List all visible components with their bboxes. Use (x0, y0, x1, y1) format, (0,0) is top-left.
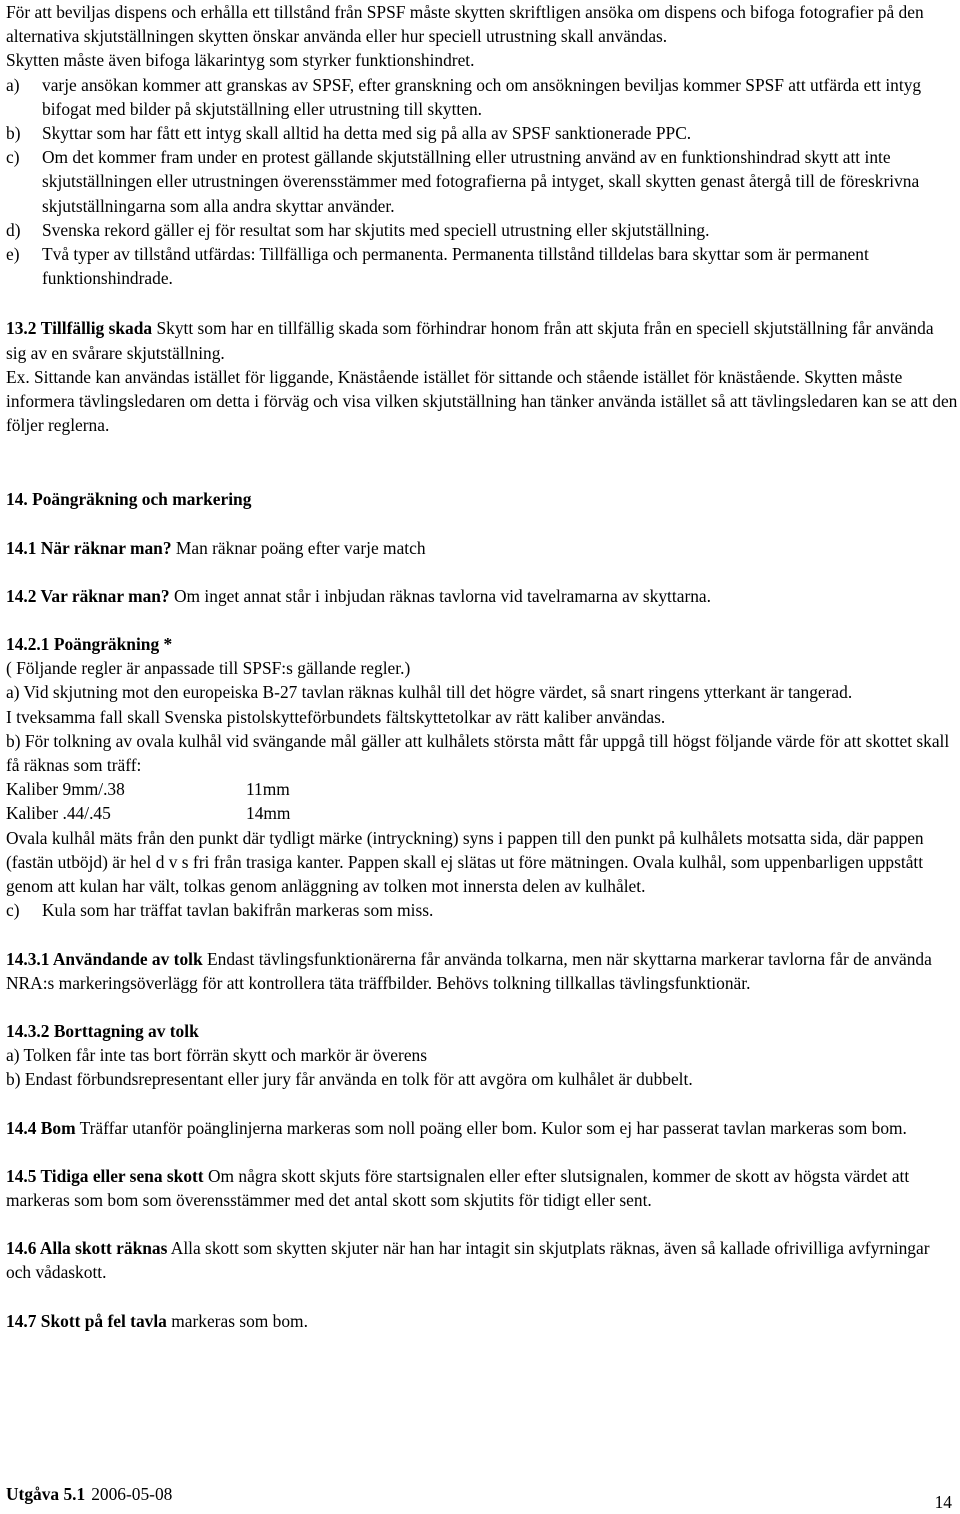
document-page (6, 0, 958, 1333)
list-item (6, 121, 958, 145)
caliber-row (6, 777, 958, 801)
rule-paragraph: a) Vid skjutning mot den europeiska B-27 tavlan räknas kulhål till det högre värdet, så snart ringens ytterkant är tangerad. (6, 682, 853, 703)
section-14-5 (6, 1164, 958, 1212)
section-title: 14.3.1 Användande av tolk (6, 948, 203, 969)
caliber-size: 14mm (246, 803, 291, 824)
section-title: Tillfällig skada (40, 318, 153, 339)
section-14-2 (6, 584, 958, 608)
item-text: Två typer av tillstånd utfärdas: Tillfälliga och permanenta. Permanenta tillstånd tilldelas bara skyttar som är permanent funktionshindrade. (42, 244, 869, 289)
section-text: Endast tävlingsfunktionärerna får använda tolkarna, men när skyttarna markerar tavlorna får de använda NRA:s markeringsöverlägg för att kontrollera täta träffbilder. Behövs tolkning tillkallas tävlingsfunktionär. (6, 948, 932, 993)
item-text: Om det kommer fram under en protest gällande skjutställning eller utrustning använd av en funktionshindrad skytt att inte skjutställningen eller utrustningen överensstämmer med fotografierna på intyget, skall skytten genast återgå till de föreskrivna skjutställningarna som alla andra skyttar använder. (42, 147, 920, 216)
section-title: 14.5 Tidiga eller sena skott (6, 1165, 204, 1186)
section-text: Alla skott som skytten skjuter när han har intagit sin skjutplats räknas, även så kallade ofrivilliga avfyrningar och vådaskott. (6, 1238, 930, 1283)
caliber-name: Kaliber .44/.45 (6, 803, 111, 824)
item-text: varje ansökan kommer att granskas av SPSF, efter granskning och om ansökningen beviljas kommer SPSF att utfärda ett intyg bifogat med bilder på skjutställning eller utrustning till skytten. (42, 74, 922, 119)
example-paragraph: Ex. Sittande kan användas istället för liggande, Knästående istället för sittande och stående istället för knästående. Skytten måste informera tävlingsledaren om detta i förväg och visa vilken skjutställning han tänker använda istället så att tävlingsledaren kan se att den följer reglerna. (6, 366, 958, 436)
list-item (6, 145, 958, 218)
rules-list (6, 73, 958, 291)
caliber-size: 11mm (246, 779, 290, 800)
caliber-row (6, 801, 958, 825)
item-text: Svenska rekord gäller ej för resultat som har skjutits med speciell utrustning eller skjutställning. (42, 219, 710, 240)
section-title: 14.4 Bom (6, 1117, 76, 1138)
section-number: 13.2 (6, 318, 37, 339)
intro-paragraph: Skytten måste även bifoga läkarintyg som styrker funktionshindret. (6, 50, 475, 71)
page-number: 14 (934, 1492, 952, 1512)
section-title: 14.6 Alla skott räknas (6, 1238, 168, 1259)
section-title: 14.2 Var räknar man? (6, 585, 170, 606)
section-13-2 (6, 316, 958, 364)
rule-paragraph: a) Tolken får inte tas bort förrän skytt och markör är överens (6, 1045, 428, 1066)
section-text: Skytt som har en tillfällig skada som förhindrar honom från att skjuta från en speciell skjutställning får använda sig av en svårare skjutställning. (6, 318, 934, 363)
section-title: 14.7 Skott på fel tavla (6, 1310, 167, 1331)
section-14-1 (6, 536, 958, 560)
page-footer (6, 1482, 952, 1512)
section-text: Träffar utanför poänglinjerna markeras som noll poäng eller bom. Kulor som ej har passerat tavlan markeras som bom. (79, 1117, 907, 1138)
item-text: Skyttar som har fått ett intyg skall alltid ha detta med sig på alla av SPSF sanktionerade PPC. (42, 123, 692, 144)
edition-label: Utgåva 5.1 (6, 1484, 86, 1504)
list-item (6, 242, 958, 290)
section-text: Man räknar poäng efter varje match (175, 537, 426, 558)
edition-date: 2006-05-08 (91, 1484, 173, 1504)
item-label: c) (6, 900, 20, 921)
section-14-7 (6, 1309, 958, 1333)
item-text: Kula som har träffat tavlan bakifrån markeras som miss. (42, 900, 434, 921)
section-text: Om inget annat står i inbjudan räknas tavlorna vid tavelramarna av skyttarna. (174, 585, 711, 606)
list-item (6, 73, 958, 121)
rule-paragraph: b) Endast förbundsrepresentant eller jury får använda en tolk för att avgöra om kulhålet är dubbelt. (6, 1069, 693, 1090)
rule-paragraph: b) För tolkning av ovala kulhål vid svängande mål gäller att kulhålets största mått får uppgå till högst följande värde för att skottet skall få räknas som träff: (6, 730, 950, 776)
section-text: Om några skott skjuts före startsignalen eller efter slutsignalen, kommer de skott av högsta värdet att markeras som bom som överensstämmer med det antal skott som skjutits för tidigt eller sent. (6, 1165, 910, 1210)
list-item (6, 218, 958, 242)
intro-paragraph: För att beviljas dispens och erhålla ett tillstånd från SPSF måste skytten skriftligen ansöka om dispens och bifoga fotografier på den alternativa skjutställningen skytten önskar använda eller hur speciell utrustning skall användas. (6, 2, 924, 47)
section-heading-14: 14. Poängräkning och markering (6, 489, 252, 510)
section-text: markeras som bom. (171, 1310, 308, 1331)
section-heading-14-2-1: 14.2.1 Poängräkning * (6, 634, 173, 655)
section-14-4 (6, 1116, 958, 1140)
rule-paragraph: Ovala kulhål mäts från den punkt där tydligt märke (intryckning) syns i pappen till den punkt på kulhålets motsatta sida, där pappen (fastän utböjd) är hel d v s fri från trasiga kanter. Pappen skall ej slätas ut före mätningen. Ovala kulhål, som uppenbarligen uppstått genom att kulan har vält, tolkas genom anläggning av tolken mot innersta delen av kulhålet. (6, 827, 924, 897)
list-item (6, 898, 958, 922)
item-label: e) (6, 244, 20, 265)
section-14-6 (6, 1236, 958, 1284)
note-paragraph: ( Följande regler är anpassade till SPSF:s gällande regler.) (6, 658, 411, 679)
item-label: c) (6, 147, 20, 168)
section-heading-14-3-2: 14.3.2 Borttagning av tolk (6, 1020, 199, 1041)
item-label: a) (6, 74, 20, 95)
caliber-name: Kaliber 9mm/.38 (6, 779, 125, 800)
item-label: b) (6, 123, 21, 144)
section-title: 14.1 När räknar man? (6, 537, 172, 558)
rule-paragraph: I tveksamma fall skall Svenska pistolskytteförbundets fältskyttetolkar av rätt kaliber användas. (6, 706, 666, 727)
item-label: d) (6, 219, 21, 240)
section-14-3-1 (6, 947, 958, 995)
